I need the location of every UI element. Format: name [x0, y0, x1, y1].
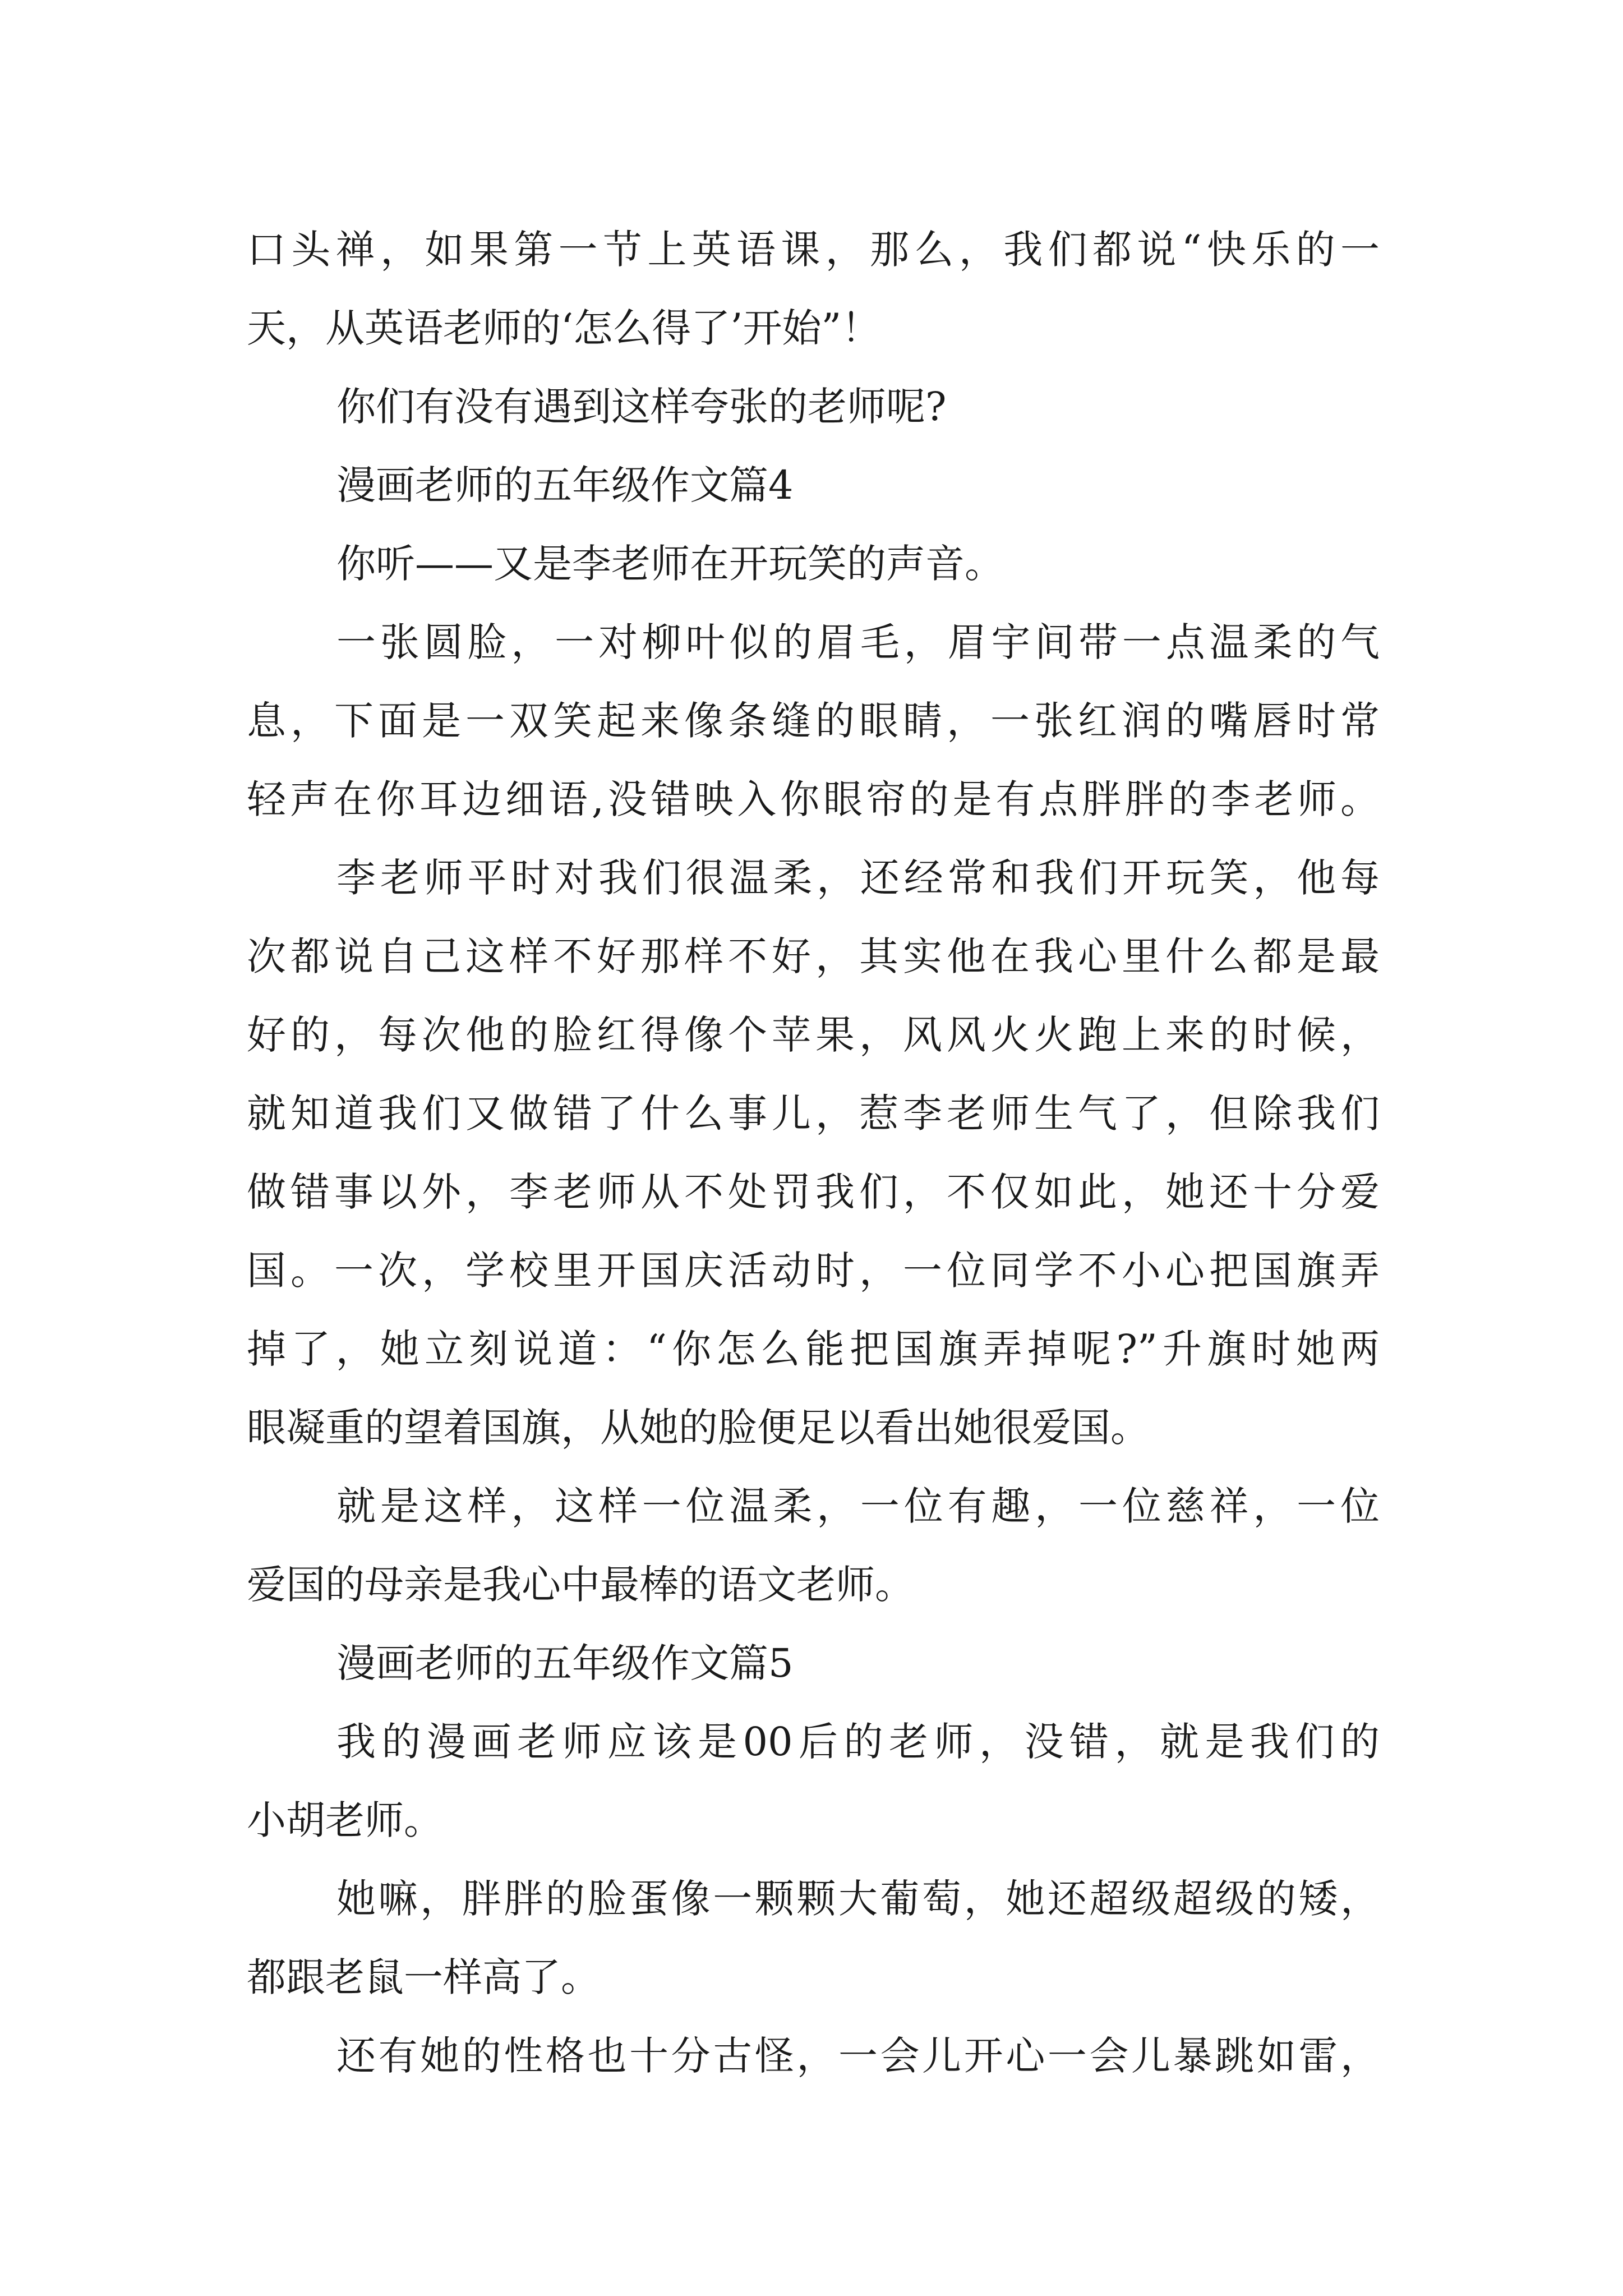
text-line: 她嘛，胖胖的脸蛋像一颗颗大葡萄，她还超级超级的矮，	[336, 1876, 1380, 1922]
text-line: 你们有没有遇到这样夸张的老师呢?	[336, 384, 947, 430]
text-line: 你听——又是李老师在开玩笑的声音。	[336, 541, 1004, 587]
text-line: 就是这样，这样一位温柔，一位有趣，一位慈祥，一位	[336, 1483, 1380, 1529]
text-line: 做错事以外，李老师从不处罚我们，不仅如此，她还十分爱	[247, 1169, 1380, 1215]
text-line: 好的，每次他的脸红得像个苹果，风风火火跑上来的时候，	[247, 1012, 1380, 1058]
text-line: 一张圆脸，一对柳叶似的眉毛，眉宇间带一点温柔的气	[336, 619, 1380, 665]
text-line: 李老师平时对我们很温柔，还经常和我们开玩笑，他每	[336, 855, 1380, 901]
text-line: 爱国的母亲是我心中最棒的语文老师。	[247, 1562, 914, 1608]
text-line: 都跟老鼠一样高了。	[247, 1954, 600, 2000]
text-line: 次都说自己这样不好那样不好，其实他在我心里什么都是最	[247, 933, 1380, 979]
text-line: 轻声在你耳边细语,没错映入你眼帘的是有点胖胖的李老师。	[247, 776, 1380, 822]
text-line: 小胡老师。	[247, 1797, 443, 1843]
text-line: 息，下面是一双笑起来像条缝的眼睛，一张红润的嘴唇时常	[247, 698, 1380, 744]
text-line: 我的漫画老师应该是00后的老师，没错，就是我们的	[336, 1719, 1380, 1765]
text-line: 就知道我们又做错了什么事儿，惹李老师生气了，但除我们	[247, 1091, 1380, 1137]
text-line: 口头禅，如果第一节上英语课，那么，我们都说“快乐的一	[247, 227, 1380, 273]
text-line: 还有她的性格也十分古怪，一会儿开心一会儿暴跳如雷，	[336, 2033, 1380, 2079]
text-line: 国。一次，学校里开国庆活动时，一位同学不小心把国旗弄	[247, 1248, 1380, 1294]
section-heading: 漫画老师的五年级作文篇4	[336, 462, 794, 508]
section-heading: 漫画老师的五年级作文篇5	[336, 1640, 794, 1686]
text-line: 掉了，她立刻说道：“你怎么能把国旗弄掉呢?”升旗时她两	[247, 1326, 1380, 1372]
text-line: 天，从英语老师的‘怎么得了’开始”！	[247, 305, 881, 351]
text-line: 眼凝重的望着国旗，从她的脸便足以看出她很爱国。	[247, 1405, 1150, 1451]
